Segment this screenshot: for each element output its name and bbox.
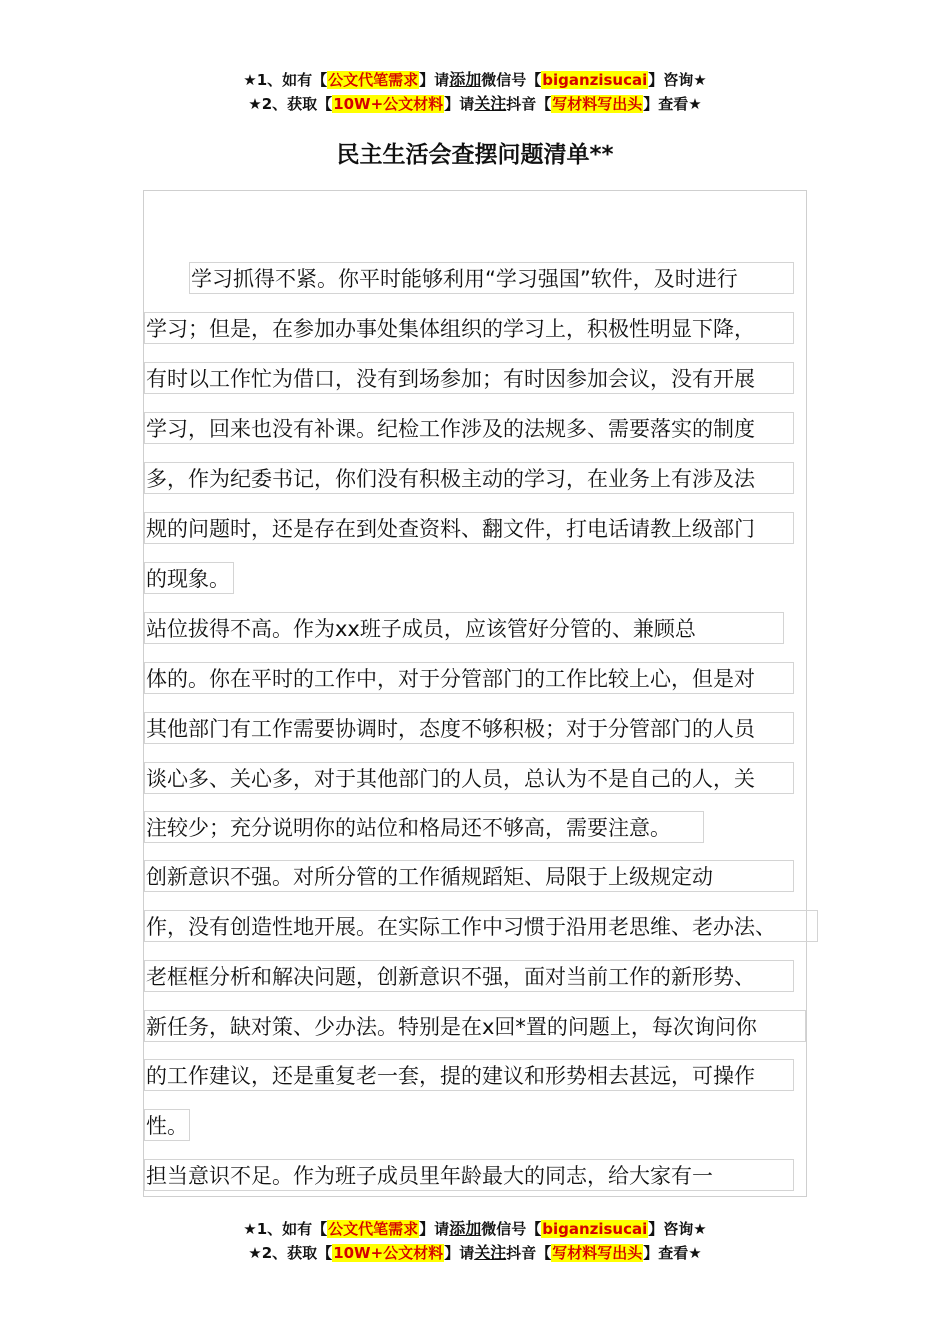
body-line: 规的问题时，还是存在到处查资料、翻文件，打电话请教上级部门 xyxy=(144,512,794,544)
promo-highlight-wechat-id: biganzisucai xyxy=(542,1220,648,1238)
promo-text: 抖音【 xyxy=(506,95,552,113)
promo-text: ★2、获取【 xyxy=(248,1244,333,1262)
promo-text: 】请 xyxy=(444,1244,475,1262)
promo-text: 】请 xyxy=(419,71,450,89)
promo-text: 】查看★ xyxy=(643,95,702,113)
promo-highlight: 公文代笔需求 xyxy=(328,1220,419,1238)
promo-line-2 xyxy=(0,1241,950,1265)
promo-text: ★1、如有【 xyxy=(243,71,328,89)
promo-underline: 添加 xyxy=(449,1219,482,1238)
body-line: 的现象。 xyxy=(144,562,234,594)
body-line: 学习；但是，在参加办事处集体组织的学习上，积极性明显下降， xyxy=(144,312,794,344)
promo-highlight-douyin: 写材料写出头 xyxy=(552,1244,643,1262)
promo-underline: 关注 xyxy=(474,94,507,113)
body-line: 新任务，缺对策、少办法。特别是在x回*置的问题上，每次询问你 xyxy=(144,1010,806,1042)
promo-highlight: 10W+公文材料 xyxy=(333,95,444,113)
promo-highlight: 公文代笔需求 xyxy=(328,71,419,89)
footer-promo-banner xyxy=(0,1217,950,1265)
promo-text: ★2、获取【 xyxy=(248,95,333,113)
body-line: 体的。你在平时的工作中，对于分管部门的工作比较上心，但是对 xyxy=(144,662,794,694)
promo-underline: 添加 xyxy=(449,70,482,89)
body-line: 的工作建议，还是重复老一套，提的建议和形势相去甚远，可操作 xyxy=(144,1059,794,1091)
promo-text: 】咨询★ xyxy=(648,1220,707,1238)
promo-text: ★1、如有【 xyxy=(243,1220,328,1238)
promo-text: 】查看★ xyxy=(643,1244,702,1262)
promo-highlight-wechat-id: biganzisucai xyxy=(542,71,648,89)
body-line: 有时以工作忙为借口，没有到场参加；有时因参加会议，没有开展 xyxy=(144,362,794,394)
body-line: 注较少；充分说明你的站位和格局还不够高，需要注意。 xyxy=(144,811,704,843)
body-line: 其他部门有工作需要协调时，态度不够积极；对于分管部门的人员 xyxy=(144,712,794,744)
promo-text: 】咨询★ xyxy=(648,71,707,89)
body-line: 担当意识不足。作为班子成员里年龄最大的同志，给大家有一 xyxy=(144,1159,794,1191)
body-line: 作，没有创造性地开展。在实际工作中习惯于沿用老思维、老办法、 xyxy=(144,910,818,942)
promo-line-1 xyxy=(0,1217,950,1241)
promo-text: 】请 xyxy=(444,95,475,113)
promo-text: 】请 xyxy=(419,1220,450,1238)
promo-text: 微信号【 xyxy=(481,71,542,89)
body-line: 学习抓得不紧。你平时能够利用“学习强国”软件，及时进行 xyxy=(189,262,794,294)
promo-text: 抖音【 xyxy=(506,1244,552,1262)
body-line: 谈心多、关心多，对于其他部门的人员，总认为不是自己的人，关 xyxy=(144,762,794,794)
body-line: 学习，回来也没有补课。纪检工作涉及的法规多、需要落实的制度 xyxy=(144,412,794,444)
body-line: 站位拔得不高。作为xx班子成员，应该管好分管的、兼顾总 xyxy=(144,612,784,644)
body-line: 创新意识不强。对所分管的工作循规蹈矩、局限于上级规定动 xyxy=(144,860,794,892)
promo-text: 微信号【 xyxy=(481,1220,542,1238)
promo-highlight-douyin: 写材料写出头 xyxy=(552,95,643,113)
promo-line-2 xyxy=(0,92,950,116)
promo-line-1 xyxy=(0,68,950,92)
body-line: 性。 xyxy=(144,1109,190,1141)
body-line: 老框框分析和解决问题，创新意识不强，面对当前工作的新形势、 xyxy=(144,960,794,992)
header-promo-banner xyxy=(0,68,950,116)
promo-underline: 关注 xyxy=(474,1243,507,1262)
body-line: 多，作为纪委书记，你们没有积极主动的学习，在业务上有涉及法 xyxy=(144,462,794,494)
document-title: 民主生活会查摆问题清单** xyxy=(336,142,614,168)
promo-highlight: 10W+公文材料 xyxy=(333,1244,444,1262)
